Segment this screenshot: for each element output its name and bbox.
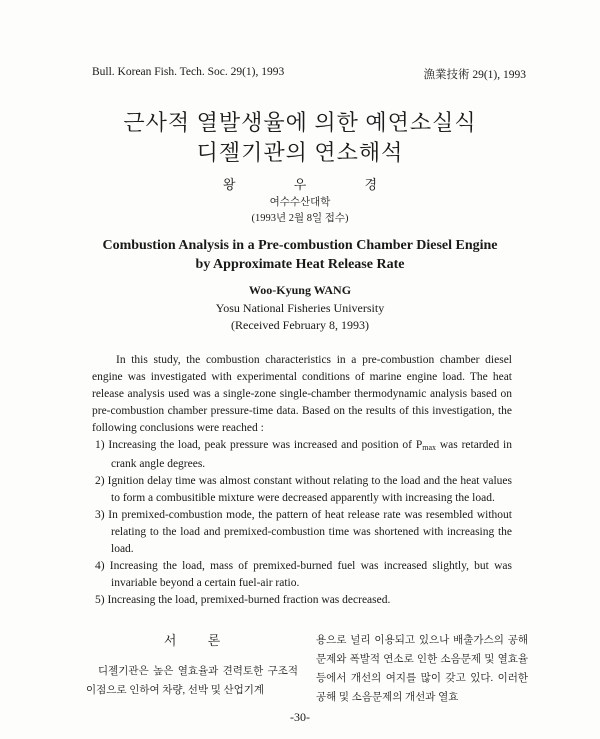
korean-title-line1: 근사적 열발생율에 의한 예연소실식 xyxy=(123,110,477,135)
korean-affiliation: 여수수산대학 xyxy=(269,197,331,208)
body-column-left xyxy=(86,631,298,700)
conclusion-item-4: 4) Increasing the load, mass of premixed-burned fuel was increased slightly, but was invariable beyond a certain fuel-air ratio. xyxy=(95,560,512,589)
abstract xyxy=(92,352,512,609)
english-affiliation: Yosu National Fisheries University xyxy=(215,301,385,315)
conclusion-1-end: was retarded in crank angle degrees. xyxy=(111,439,513,470)
journal-header-en: Bull. Korean Fish. Tech. Soc. 29(1), 1993 xyxy=(92,66,285,78)
korean-title xyxy=(0,108,600,168)
conclusion-item-3: 3) In premixed-combustion mode, the pattern of heat release rate was resembled without relating to the load and premixed-combustion time was shortened with increasing the load. xyxy=(95,509,512,555)
conclusion-item-5: 5) Increasing the load, premixed-burned fraction was decreased. xyxy=(95,594,391,606)
pmax-subscript: max xyxy=(422,443,437,452)
conclusions-list xyxy=(92,437,512,609)
body-column-right xyxy=(316,631,528,707)
korean-received: (1993년 2월 8일 접수) xyxy=(251,213,349,224)
korean-title-line2: 디젤기관의 연소해석 xyxy=(196,140,404,165)
journal-header-ko: 漁業技術 29(1), 1993 xyxy=(423,69,526,81)
english-title-line1: Combustion Analysis in a Pre-combustion Chamber Diesel Engine xyxy=(102,238,498,253)
section-heading-introduction: 서 론 xyxy=(163,633,221,648)
abstract-intro: In this study, the combustion characteristics in a pre-combustion chamber diesel engine was investigated with experimental conditions of marine engine load. The heat release analysis used was a single-zone single-chamber thermodynamic analysis based on pre-combustion chamber pressure-time data. Based on the results of this investigation, the following conclusions were reached : xyxy=(92,354,512,434)
english-title xyxy=(0,236,600,274)
body-paragraph-right: 용으로 널리 이용되고 있으나 배출가스의 공해문제와 폭발적 연소로 인한 소음문제 및 열효율 등에서 개선의 여지를 많이 갖고 있다. 이러한 공해 및 소음문제의 개선과 열효 xyxy=(316,635,528,703)
page-number: -30- xyxy=(290,710,310,724)
conclusion-1-start: 1) Increasing the load, peak pressure was increased and position of P xyxy=(95,439,423,451)
body-paragraph-left: 디젤기관은 높은 열효율과 견력토한 구조적 이점으로 인하여 차량, 선박 및 산업기계 xyxy=(86,666,298,696)
english-received: (Received February 8, 1993) xyxy=(231,318,369,332)
korean-author: 왕 우 경 xyxy=(222,177,378,192)
conclusion-item-1 xyxy=(92,437,512,473)
conclusion-item-2: 2) Ignition delay time was almost constant without relating to the load and the heat values to form a combusitible mixture were decreased apparently with increasing the load. xyxy=(95,475,512,504)
english-author: Woo-Kyung WANG xyxy=(248,283,352,297)
english-title-line2: by Approximate Heat Release Rate xyxy=(195,257,405,272)
